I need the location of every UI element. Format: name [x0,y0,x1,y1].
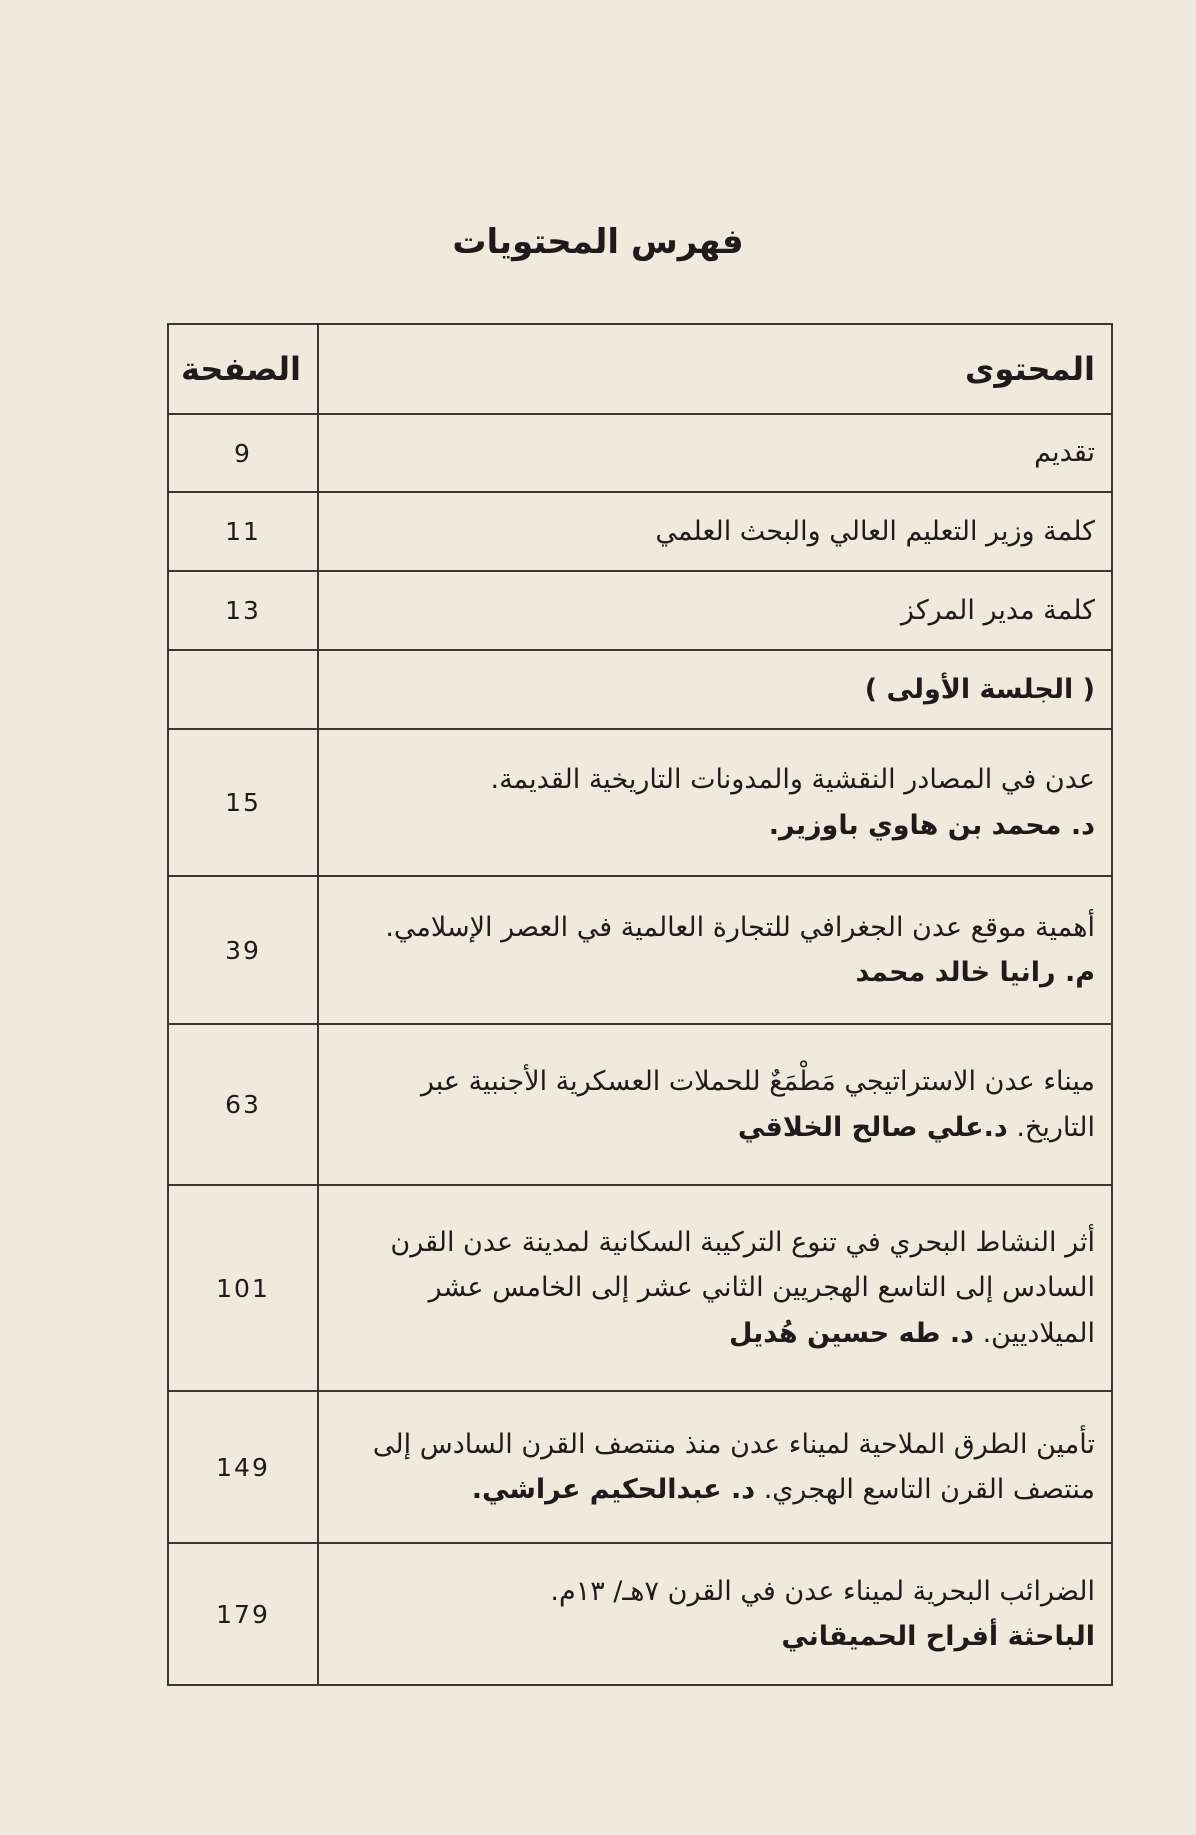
entry-title: تقديم [1034,437,1095,469]
entry-content [318,1185,1112,1391]
table-row [168,571,1112,650]
entry-content [318,492,1112,571]
entry-content [318,1024,1112,1185]
entry-author: د. طه حسين هُديل [729,1317,974,1349]
entry-content [318,1543,1112,1685]
entry-content [318,876,1112,1024]
page-title: فهرس المحتويات [452,222,744,262]
entry-title: أهمية موقع عدن الجغرافي للتجارة العالمية في العصر الإسلامي. [385,911,1095,943]
section-row [168,650,1112,729]
entry-title: أثر النشاط البحري في تنوع التركيبة السكانية لمدينة عدن القرن السادس إلى التاسع الهجريين الثاني عشر إلى الخامس عشر الميلاديين. [390,1226,1095,1349]
entry-page: 63 [168,1024,318,1185]
entry-page: 179 [168,1543,318,1685]
table-row [168,1024,1112,1185]
entry-content [318,414,1112,492]
table-row [168,876,1112,1024]
entry-author: الباحثة أفراح الحميقاني [781,1621,1095,1652]
content-column-header: المحتوى [318,324,1112,414]
entry-title: تأمين الطرق الملاحية لميناء عدن منذ منتصف القرن السادس إلى منتصف القرن التاسع الهجري. [372,1428,1095,1505]
section-title: ( الجلسة الأولى ) [318,650,1112,729]
entry-content [318,571,1112,650]
table-row [168,492,1112,571]
table-row [168,1391,1112,1543]
table-row [168,729,1112,876]
entry-title: كلمة وزير التعليم العالي والبحث العلمي [655,515,1095,547]
page-column-header: الصفحة [168,324,318,414]
entry-title: عدن في المصادر النقشية والمدونات التاريخية القديمة. [490,764,1095,796]
table-header-row [168,324,1112,414]
contents-table [167,323,1113,1686]
entry-title: الضرائب البحرية لميناء عدن في القرن ٧هـ/ ١٣م. [550,1575,1095,1607]
entry-content [318,1391,1112,1543]
table-row [168,1185,1112,1391]
entry-content [318,729,1112,876]
entry-page: 11 [168,492,318,571]
entry-page [168,650,318,729]
entry-author: د. عبدالحكيم عراشي. [471,1474,756,1505]
entry-title: كلمة مدير المركز [900,594,1095,626]
entry-page: 149 [168,1391,318,1543]
entry-page: 101 [168,1185,318,1391]
entry-author: د.علي صالح الخلاقي [737,1111,1008,1143]
entry-title: ميناء عدن الاستراتيجي مَطْمَعٌ للحملات العسكرية الأجنبية عبر التاريخ. [420,1066,1095,1143]
entry-page: 13 [168,571,318,650]
entry-author: د. محمد بن هاوي باوزير. [768,809,1095,841]
entry-page: 9 [168,414,318,492]
table-row [168,414,1112,492]
entry-author: م. رانيا خالد محمد [855,957,1095,988]
entry-page: 39 [168,876,318,1024]
table-row [168,1543,1112,1685]
entry-page: 15 [168,729,318,876]
